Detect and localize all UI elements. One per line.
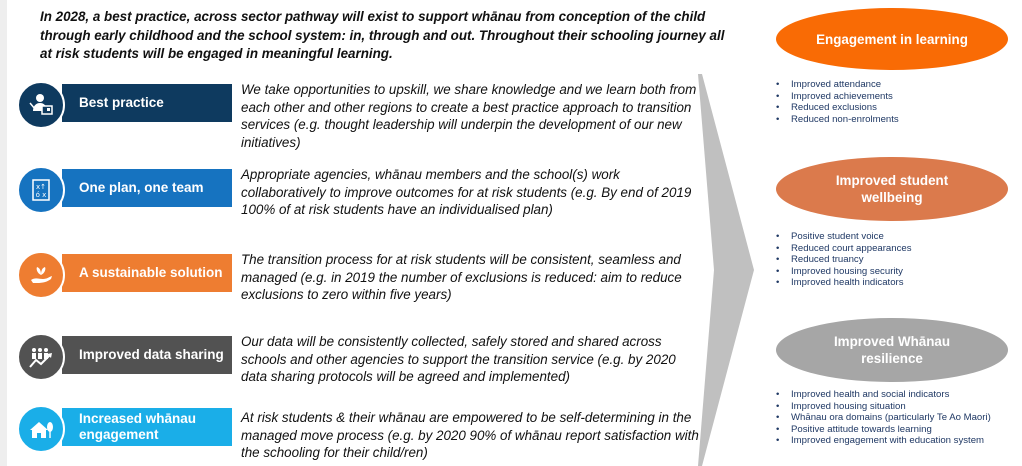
pillar-sustainable-solution [17, 252, 717, 302]
vision-statement: In 2028, a best practice, across sector pathway will exist to support whānau from conception of the child through early childhood and the school system: in, through and out. Throughout their schooling journey all at risk students will be engaged in meaningful learning. [40, 9, 725, 61]
list-item: • Improved achievements [776, 91, 899, 103]
list-item: • Improved engagement with education system [776, 435, 991, 447]
outcome-ellipse [776, 318, 1008, 382]
svg-text:ó x: ó x [35, 191, 47, 199]
pillar-increased-whanau-engagement [17, 406, 717, 460]
pillar-best-practice [17, 82, 717, 150]
pillar-description: Appropriate agencies, whānau members and the school(s) work collaboratively to improve outcomes for at risk students (e.g. By end of 2019 100% of at risk students have an individualised plan) [241, 167, 692, 217]
outcome-title: Improved student wellbeing [835, 173, 949, 205]
people-growth-chart-icon [17, 333, 65, 381]
pillar-description: Our data will be consistently collected, safely stored and shared across schools and other agencies to support the transition service (e.g. by 2020 data sharing protocols will be agreed and implemented) [241, 334, 676, 384]
hand-plant-icon [17, 251, 65, 299]
list-item: • Improved health and social indicators [776, 389, 991, 401]
list-item: • Whānau ora domains (particularly Te Ao Maori) [776, 412, 991, 424]
left-edge-strip [0, 0, 7, 466]
list-item: • Improved health indicators [776, 277, 912, 289]
list-item: • Reduced exclusions [776, 102, 899, 114]
pillar-label-bar [62, 254, 232, 292]
teacher-presentation-icon [17, 81, 65, 129]
list-item: • Reduced truancy [776, 254, 912, 266]
pillar-description: At risk students & their whānau are empowered to be self-determining in the managed move process (e.g. by 2020 90% of whānau report satisfaction with the schooling for their child/ren) [241, 410, 699, 460]
pillar-one-plan-one-team [17, 167, 717, 217]
chevron-arrow [698, 74, 754, 466]
pillar-label: Increased whānau engagement [79, 411, 197, 442]
pillar-improved-data-sharing [17, 334, 717, 384]
house-tree-icon [17, 405, 65, 453]
list-item: • Reduced court appearances [776, 243, 912, 255]
outcome-bullet-list [776, 231, 912, 289]
pillar-label: Improved data sharing [79, 347, 224, 362]
pillar-label: Best practice [79, 95, 164, 110]
pillar-label-bar [62, 84, 232, 122]
list-item: • Positive attitude towards learning [776, 424, 991, 436]
pillar-label: One plan, one team [79, 180, 204, 195]
pillar-label: A sustainable solution [79, 265, 223, 280]
outcome-bullet-list [776, 389, 991, 447]
outcome-bullet-list [776, 79, 899, 125]
list-item: • Positive student voice [776, 231, 912, 243]
pillar-label-bar [62, 336, 232, 374]
list-item: • Improved housing security [776, 266, 912, 278]
svg-text:x↑: x↑ [35, 183, 47, 191]
list-item: • Reduced non-enrolments [776, 114, 899, 126]
pillar-description: The transition process for at risk students will be consistent, seamless and managed (e.g. in 2019 the number of exclusions is reduced: aim to reduce exclusions to zero within five years) [241, 252, 682, 302]
list-item: • Improved attendance [776, 79, 899, 91]
pillar-label-bar [62, 408, 232, 446]
list-item: • Improved housing situation [776, 401, 991, 413]
pillar-label-bar [62, 169, 232, 207]
strategy-plan-icon [17, 166, 65, 214]
outcome-ellipse [776, 157, 1008, 221]
outcome-title: Improved Whānau resilience [833, 334, 951, 366]
outcome-ellipse [776, 8, 1008, 70]
pillar-description: We take opportunities to upskill, we share knowledge and we learn both from each other and other regions to create a best practice approach to transition services (e.g. thought leadership will underpin the development of our new initiatives) [241, 82, 697, 150]
outcome-title: Engagement in learning [816, 31, 968, 47]
